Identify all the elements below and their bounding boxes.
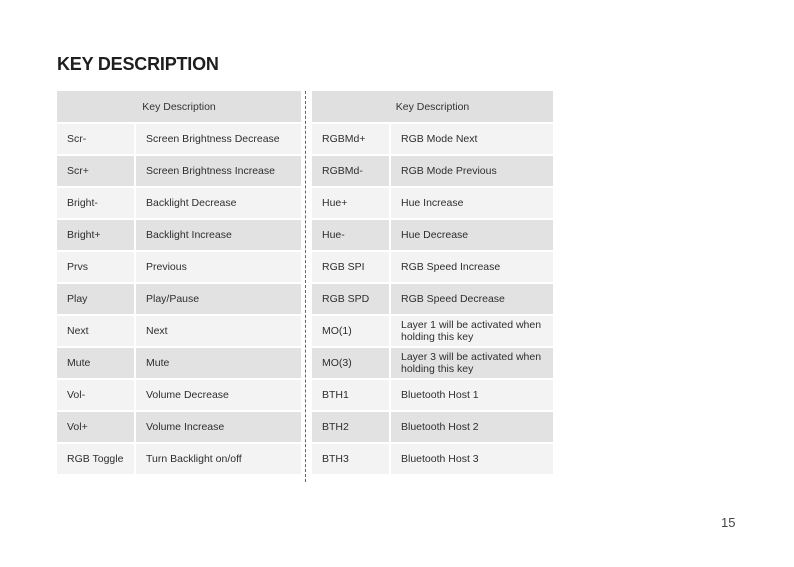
table-row — [57, 124, 301, 154]
key-cell: Prvs — [57, 252, 136, 282]
table-row — [312, 124, 553, 154]
table-row — [312, 252, 553, 282]
table-row — [312, 444, 553, 474]
table-row — [312, 348, 553, 378]
description-cell: Layer 3 will be activated when holding this key — [391, 348, 553, 378]
key-cell: Bright- — [57, 188, 136, 218]
description-cell: Bluetooth Host 3 — [391, 444, 553, 474]
description-cell: Screen Brightness Decrease — [136, 124, 301, 154]
table-row — [312, 284, 553, 314]
table-row — [57, 220, 301, 250]
key-cell: Vol- — [57, 380, 136, 410]
table-row — [57, 284, 301, 314]
table-row — [312, 316, 553, 346]
table-row — [57, 316, 301, 346]
table-row — [312, 220, 553, 250]
key-cell: Play — [57, 284, 136, 314]
table-row — [57, 412, 301, 442]
table-row — [57, 156, 301, 186]
table-row — [312, 380, 553, 410]
key-cell: Hue+ — [312, 188, 391, 218]
key-cell: Scr+ — [57, 156, 136, 186]
key-cell: RGBMd- — [312, 156, 391, 186]
description-cell: RGB Speed Decrease — [391, 284, 553, 314]
description-cell: Layer 1 will be activated when holding this key — [391, 316, 553, 346]
description-cell: Bluetooth Host 2 — [391, 412, 553, 442]
key-cell: RGB SPD — [312, 284, 391, 314]
table-row — [57, 444, 301, 474]
description-cell: Backlight Decrease — [136, 188, 301, 218]
table-row — [312, 188, 553, 218]
table-header-row — [312, 91, 553, 122]
key-cell: Hue- — [312, 220, 391, 250]
page-title: KEY DESCRIPTION — [57, 54, 219, 74]
column-divider — [305, 91, 306, 482]
description-cell: Previous — [136, 252, 301, 282]
description-cell: Screen Brightness Increase — [136, 156, 301, 186]
key-cell: Scr- — [57, 124, 136, 154]
key-cell: RGBMd+ — [312, 124, 391, 154]
description-cell: Turn Backlight on/off — [136, 444, 301, 474]
key-cell: BTH2 — [312, 412, 391, 442]
right-key-table — [312, 89, 553, 476]
table-header: Key Description — [312, 91, 553, 122]
description-cell: Volume Decrease — [136, 380, 301, 410]
key-cell: Vol+ — [57, 412, 136, 442]
key-cell: BTH3 — [312, 444, 391, 474]
page-number: 15 — [721, 515, 736, 530]
description-cell: RGB Speed Increase — [391, 252, 553, 282]
table-row — [312, 156, 553, 186]
description-cell: Volume Increase — [136, 412, 301, 442]
description-cell: RGB Mode Next — [391, 124, 553, 154]
key-cell: RGB Toggle — [57, 444, 136, 474]
description-cell: Mute — [136, 348, 301, 378]
left-key-table — [57, 89, 301, 476]
key-cell: BTH1 — [312, 380, 391, 410]
table-header-row — [57, 91, 301, 122]
key-cell: RGB SPI — [312, 252, 391, 282]
description-cell: Bluetooth Host 1 — [391, 380, 553, 410]
key-cell: MO(1) — [312, 316, 391, 346]
description-cell: Hue Decrease — [391, 220, 553, 250]
key-cell: MO(3) — [312, 348, 391, 378]
description-cell: Next — [136, 316, 301, 346]
key-cell: Next — [57, 316, 136, 346]
table-row — [57, 380, 301, 410]
table-row — [312, 412, 553, 442]
description-cell: Play/Pause — [136, 284, 301, 314]
description-cell: Backlight Increase — [136, 220, 301, 250]
table-row — [57, 188, 301, 218]
table-row — [57, 252, 301, 282]
description-cell: Hue Increase — [391, 188, 553, 218]
table-header: Key Description — [57, 91, 301, 122]
key-cell: Mute — [57, 348, 136, 378]
description-cell: RGB Mode Previous — [391, 156, 553, 186]
key-cell: Bright+ — [57, 220, 136, 250]
table-row — [57, 348, 301, 378]
